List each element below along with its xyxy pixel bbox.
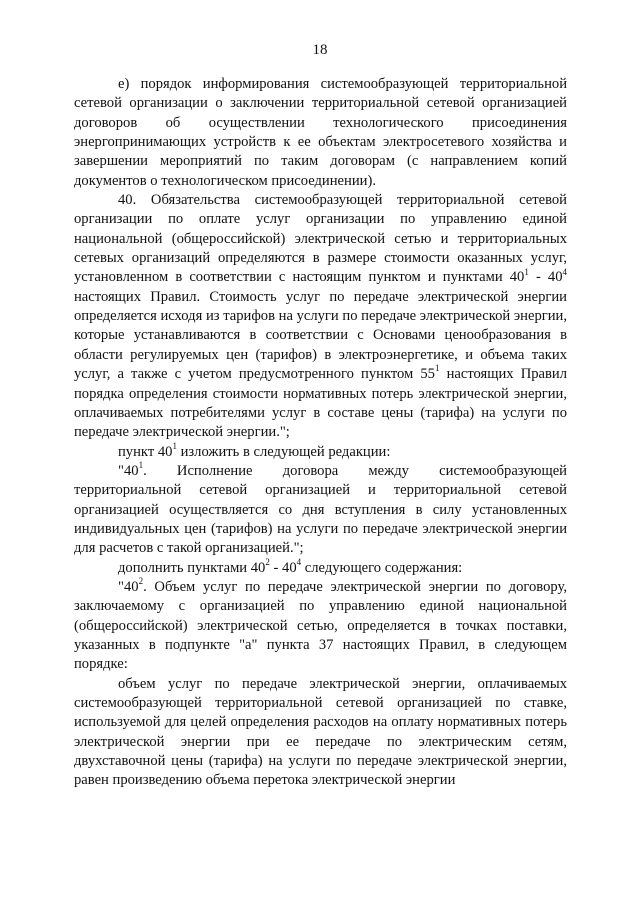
page-number: 18 [312,42,328,58]
paragraph [74,191,567,442]
paragraph-text: - 40 [269,559,297,576]
paragraph-text: - 40 [528,269,563,286]
paragraph-text: пункт 40 [118,443,173,460]
superscript: 4 [562,266,567,277]
paragraph [74,578,567,675]
paragraph-text: 40. Обязательства системообразующей территориальной сетевой организации по оплате услуг организации по управлению единой национальной (общероссийской) электрической сетью и территориальных сетевых организаций определяются в размере стоимости оказанных услуг, установленном в соответствии с настоящим пунктом и пунктами 40 [74,192,567,286]
superscript: 1 [138,460,144,471]
paragraph-text: "40 [118,578,139,595]
paragraph-text: настоящих Правил. Стоимость услуг по передаче электрической энергии определяется исходя из тарифов на услуги по передаче электрической энергии, которые устанавливаются в соответствии с Основами ценообразования в области регулируемых цен (тарифов) в электроэнергетике, и объема таких услуг, а также с учетом предусмотренного пунктом 55 [74,288,567,383]
superscript: 1 [434,363,440,374]
paragraph [74,440,567,462]
paragraph-text: настоящих Правил порядка определения стоимости нормативных потерь электрической энергии, оплачиваемых потребителями услуг в составе цены (тарифа) на услуги по передаче электрической энергии."; [74,366,568,441]
paragraph-text: объем услуг по передаче электрической энергии, оплачиваемых системообразующей территориальной сетевой организацией по ставке, используемой для целей определения расходов на оплату нормативных потерь электрической энергии при ее передаче по электрическим сетям, двухставочной цены (тарифа) на услуги по передаче электрической энергии, равен произведению объема перетока электрической энергии [74,675,567,789]
superscript: 2 [138,576,144,587]
paragraph-text: . Объем услуг по передаче электрической энергии по договору, заключаемому с организацией по управлению единой национальной (общероссийской) электрической сетью, определяется в точках поставки, указанных в подпункте "а" пункта 37 настоящих Правил, в следующем порядке: [74,578,567,673]
superscript: 1 [172,440,177,451]
paragraph-text: е) порядок информирования системообразующей территориальной сетевой организации о заключении территориальной сетевой организацией договоров об осуществлении технологического присоединения энергопринимающих устройств к ее объектам электросетевого хозяйства и завершении мероприятий по таким договорам (с направлением копий документов о технологическом присоединении). [74,76,567,189]
paragraph [74,75,567,191]
superscript: 1 [524,266,529,277]
paragraph [74,675,567,791]
paragraph-text: изложить в следующей редакции: [176,443,391,460]
document-body [74,75,567,791]
paragraph-text: следующего содержания: [301,559,463,576]
paragraph [74,556,567,578]
paragraph-text: . Исполнение договора между системообразующей территориальной сетевой организацией и территориальной сетевой организацией осуществляется со дня вступления в силу установленных индивидуальных цен (тарифов) на услуги по передаче электрической энергии для расчетов с такой организацией."; [74,462,567,557]
superscript: 4 [296,556,302,567]
superscript: 2 [265,556,270,567]
paragraph-text: дополнить пунктами 40 [118,559,266,576]
paragraph-text: "40 [118,462,139,479]
paragraph [74,462,567,559]
